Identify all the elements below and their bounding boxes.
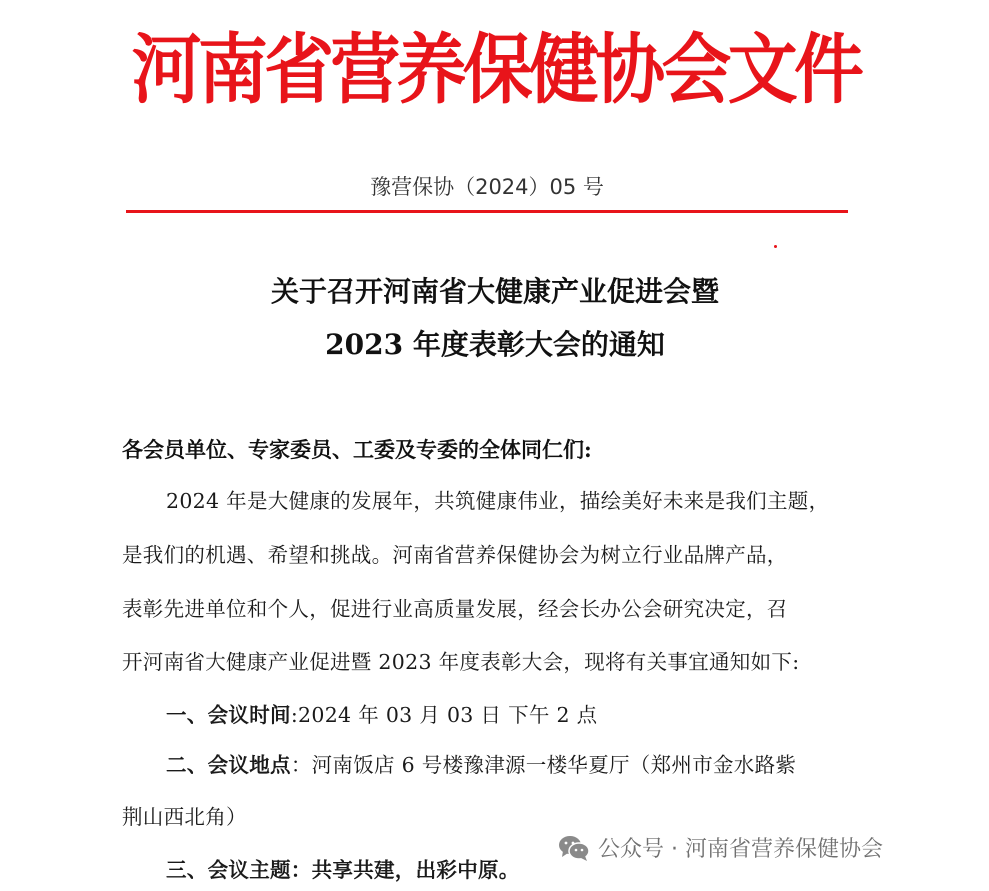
meeting-place-sep: ：: [290, 753, 312, 777]
paragraph-line-1: 2024 年是大健康的发展年，共筑健康伟业，描绘美好未来是我们主题，: [166, 489, 830, 513]
paragraph-line-2: 是我们的机遇、希望和挑战。河南省营养保健协会为树立行业品牌产品，: [122, 543, 788, 567]
wechat-icon: [558, 834, 590, 862]
salutation: 各会员单位、专家委员、工委及专委的全体同仁们:: [122, 437, 592, 462]
meeting-theme-label: 三、会议主题：共享共建，出彩中原。: [166, 858, 520, 882]
org-header-title: 河南省营养保健协会文件: [131, 25, 861, 114]
meeting-time-value: 2024 年 03 月 03 日 下午 2 点: [298, 703, 598, 727]
meeting-theme-item: [166, 853, 520, 883]
red-mark: [774, 245, 777, 248]
meeting-place-continued: 荆山西北角）: [122, 805, 247, 829]
meeting-place-value: 河南饭店 6 号楼豫津源一楼华夏厅（郑州市金水路紫: [311, 753, 797, 777]
meeting-place-item: [166, 748, 796, 778]
meeting-time-label: 一、会议时间: [166, 703, 291, 727]
notice-title-line-1: 关于召开河南省大健康产业促进会暨: [270, 275, 719, 308]
watermark-text: 公众号 · 河南省营养保健协会: [598, 837, 883, 862]
document-number: 豫营保协（2024）05 号: [370, 175, 604, 199]
paragraph-line-3: 表彰先进单位和个人，促进行业高质量发展，经会长办公会研究决定，召: [122, 597, 788, 621]
paragraph-line-4: 开河南省大健康产业促进暨 2023 年度表彰大会，现将有关事宜通知如下:: [122, 650, 800, 674]
meeting-time-item: [166, 698, 597, 728]
meeting-place-label: 二、会议地点: [166, 753, 291, 777]
meeting-time-sep: :: [290, 703, 299, 727]
red-divider-line: [126, 210, 848, 213]
notice-title-line-2: 2023 年度表彰大会的通知: [325, 328, 665, 361]
wechat-watermark: [558, 832, 883, 863]
